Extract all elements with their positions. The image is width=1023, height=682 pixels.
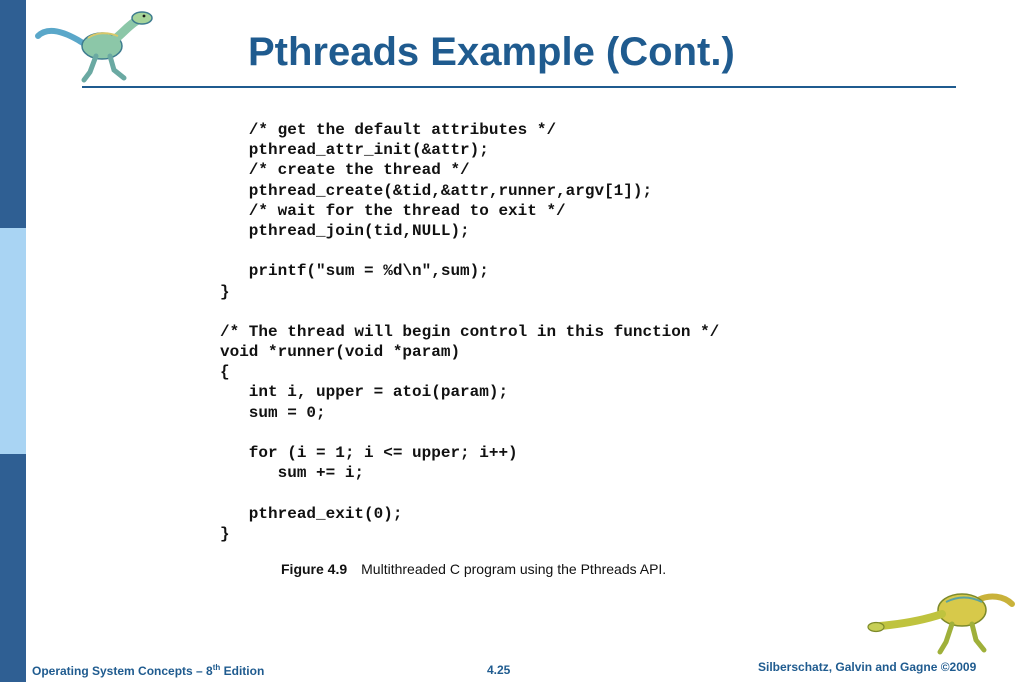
code-line: } [220, 282, 230, 301]
code-line: pthread_attr_init(&attr); [220, 141, 489, 160]
code-line: } [220, 524, 230, 543]
left-sidebar [0, 0, 26, 682]
dinosaur-drinking-icon [866, 578, 1016, 658]
footer-edition-superscript: th [212, 663, 221, 672]
title-divider [82, 86, 956, 88]
code-line: pthread_exit(0); [220, 504, 403, 523]
footer-book-title-text: Operating System Concepts – 8 [32, 664, 213, 678]
code-line: printf("sum = %d\n",sum); [220, 262, 489, 281]
slide-title: Pthreads Example (Cont.) [248, 30, 735, 74]
sidebar-segment-middle [0, 228, 26, 454]
code-line: int i, upper = atoi(param); [220, 383, 509, 402]
sidebar-segment-top [0, 0, 26, 228]
code-line [220, 302, 719, 322]
code-line: sum += i; [220, 464, 365, 483]
code-line: sum = 0; [220, 403, 326, 422]
code-line: { [220, 363, 230, 382]
footer-page-number: 4.25 [487, 663, 511, 677]
footer-edition-text: Edition [220, 664, 265, 678]
dinosaur-logo-icon [34, 6, 156, 86]
figure-label: Figure 4.9 [281, 561, 348, 577]
code-line: void *runner(void *param) [220, 343, 461, 362]
code-line: /* wait for the thread to exit */ [220, 201, 566, 220]
code-line [220, 241, 719, 261]
footer-book-title [32, 663, 264, 678]
code-line: /* The thread will begin control in this function */ [220, 322, 720, 341]
footer-authors: Silberschatz, Galvin and Gagne ©2009 [758, 660, 977, 674]
code-block [220, 120, 719, 544]
code-line: for (i = 1; i <= upper; i++) [220, 444, 518, 462]
code-line: /* get the default attributes */ [220, 121, 557, 139]
code-line [220, 483, 719, 503]
code-line: pthread_create(&tid,&attr,runner,argv[1]); [220, 181, 653, 200]
code-line: pthread_join(tid,NULL); [220, 221, 470, 240]
figure-caption-text: Multithreaded C program using the Pthreads API. [361, 561, 667, 577]
code-line [220, 423, 719, 443]
sidebar-segment-bottom [0, 454, 26, 682]
code-line: /* create the thread */ [220, 161, 470, 180]
figure-caption [281, 561, 666, 577]
